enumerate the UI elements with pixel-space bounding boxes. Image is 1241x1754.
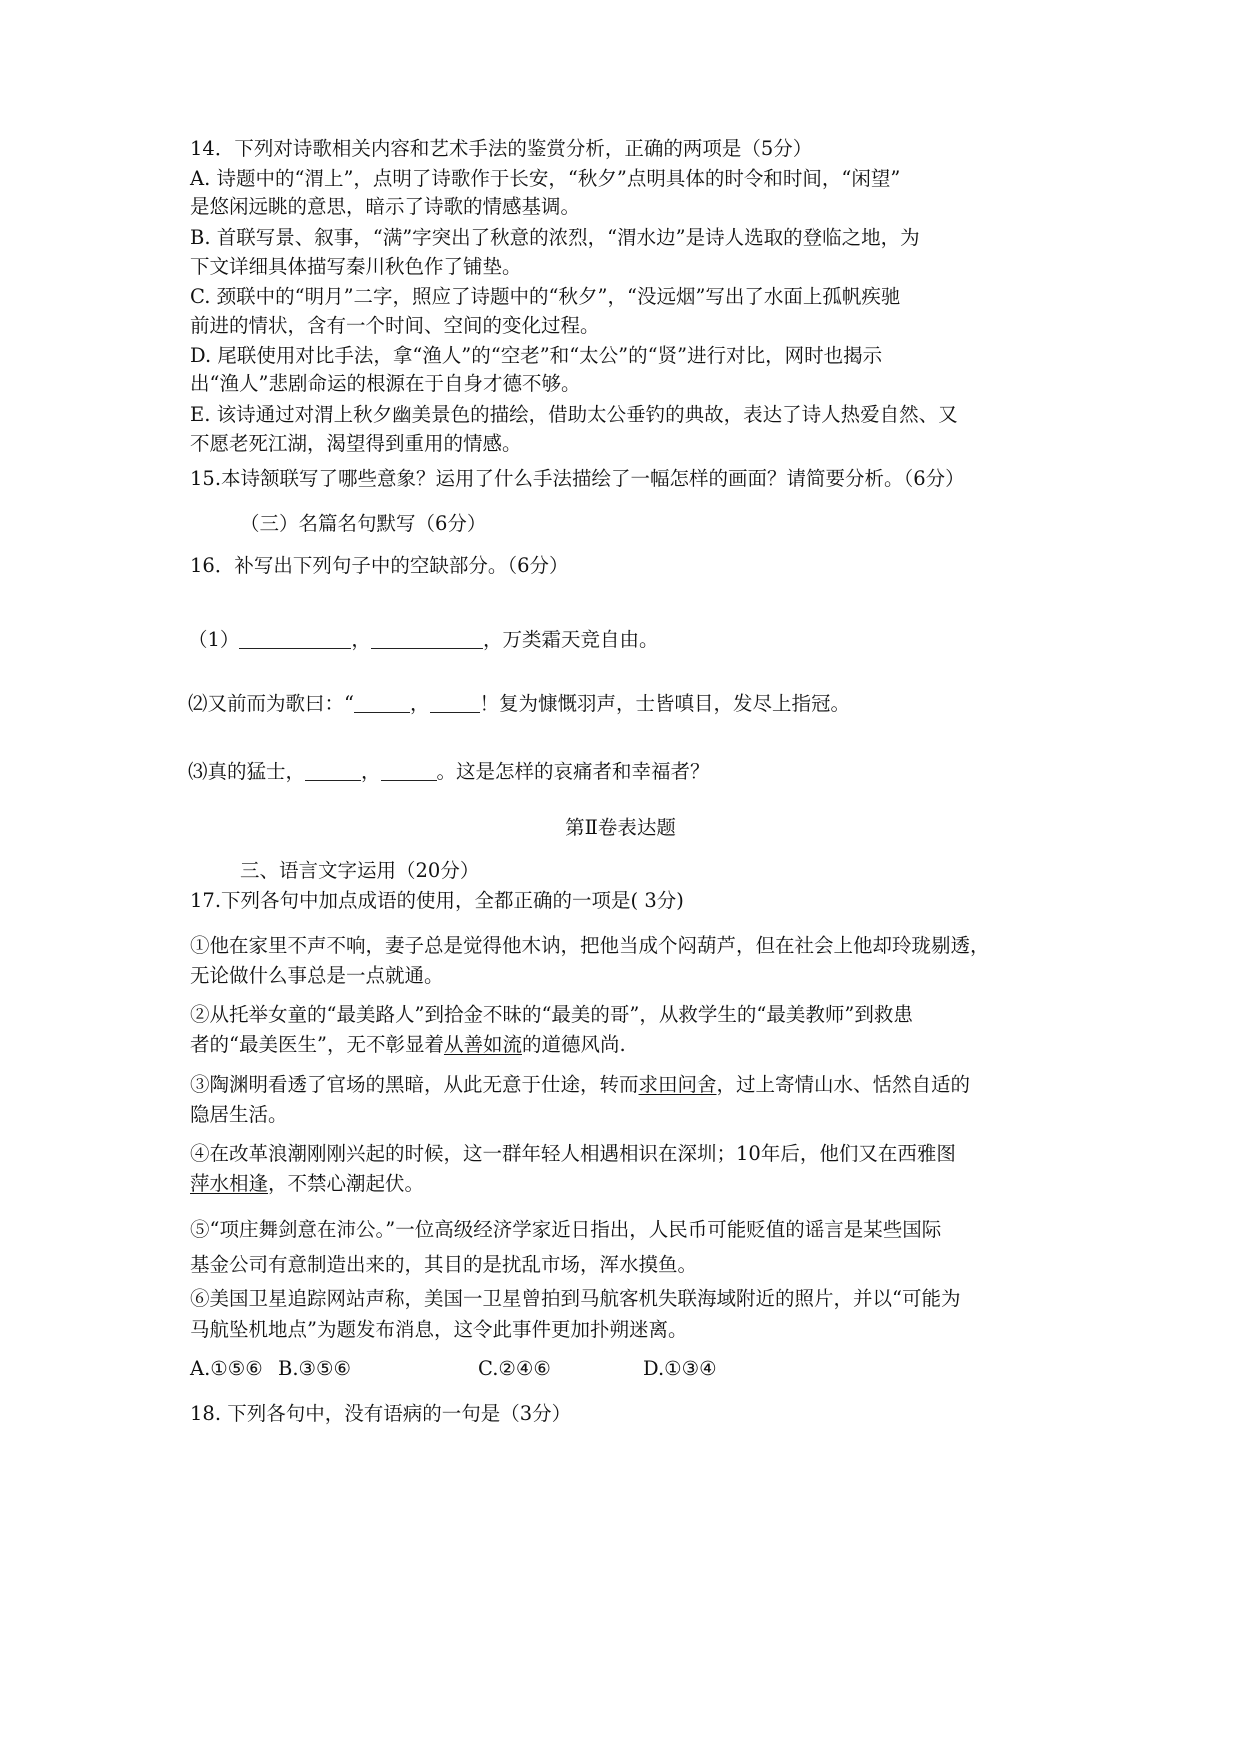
answer-blank[interactable] <box>354 692 410 713</box>
q17-item5-line2: 基金公司有意制造出来的，其目的是扰乱市场，浑水摸鱼。 <box>190 1253 698 1276</box>
text: ③陶渊明看透了官场的黑暗，从此无意于仕途，转而 <box>190 1073 639 1096</box>
q17-item1-line2: 无论做什么事总是一点就通。 <box>190 964 444 987</box>
separator: ， <box>409 692 430 715</box>
q14-option-c-line2: 前进的情状，含有一个时间、空间的变化过程。 <box>190 314 600 337</box>
q14-option-e-line1: E. 该诗通过对渭上秋夕幽美景色的描绘，借助太公垂钓的典故，表达了诗人热爱自然、又 <box>190 403 958 426</box>
q17-item2-line2 <box>190 1031 626 1059</box>
q17-item4-line2 <box>190 1170 424 1198</box>
answer-blank[interactable] <box>371 628 483 649</box>
q17-item6-line1: ⑥美国卫星追踪网站声称，美国一卫星曾拍到马航客机失联海域附近的照片，并以“可能为 <box>190 1287 961 1310</box>
q17-item2-line1: ②从托举女童的“最美路人”到拾金不昧的“最美的哥”，从救学生的“最美教师”到救患 <box>190 1003 913 1026</box>
text: 的道德风尚. <box>521 1033 626 1056</box>
section-heading-language: 三、语言文字运用（20分） <box>240 859 480 882</box>
separator: ， <box>351 628 371 651</box>
q17-item3-line2: 隐居生活。 <box>190 1103 288 1126</box>
q16-sentence-3 <box>188 758 710 786</box>
separator: ， <box>361 760 381 783</box>
q14-option-b-line2: 下文详细具体描写秦川秋色作了铺垫。 <box>190 255 522 278</box>
answer-blank[interactable] <box>381 760 437 781</box>
q17-item1-line1: ①他在家里不声不响，妻子总是觉得他木讷，把他当成个闷葫芦，但在社会上他却玲珑剔透， <box>190 934 990 957</box>
q16-s1-number: （1） <box>188 628 240 651</box>
q16-s2-head: ⑵又前而为歌曰：“ <box>188 692 354 715</box>
choice-c[interactable]: C.②④⑥ <box>478 1357 551 1380</box>
answer-blank[interactable] <box>239 628 351 649</box>
text: ，过上寄情山水、恬然自适的 <box>716 1073 971 1096</box>
q14-option-b-line1: B. 首联写景、叙事，“满”字突出了秋意的浓烈，“渭水边”是诗人选取的登临之地，为 <box>190 226 920 249</box>
answer-blank[interactable] <box>430 692 480 713</box>
q17-item3-line1 <box>190 1071 970 1099</box>
underlined-idiom: 从善如流 <box>443 1033 522 1056</box>
text: ，不禁心潮起伏。 <box>268 1172 425 1195</box>
q16-s3-tail: 。这是怎样的哀痛者和幸福者？ <box>436 760 710 783</box>
q16-sentence-2 <box>188 690 850 718</box>
q14-option-a-line1: A. 诗题中的“渭上”，点明了诗歌作于长安，“秋夕”点明具体的时令和时间，“闲望” <box>190 167 901 190</box>
q16-s2-tail: ！复为慷慨羽声，士皆嗔目，发尽上指冠。 <box>479 692 851 715</box>
q17-answer-choices <box>190 1355 717 1383</box>
answer-blank[interactable] <box>305 760 361 781</box>
part2-title: 第Ⅱ卷表达题 <box>565 816 676 839</box>
q15-stem: 15.本诗颔联写了哪些意象？运用了什么手法描绘了一幅怎样的画面？请简要分析。（6分） <box>190 467 965 490</box>
text: 者的“最美医生”，无不彰显着 <box>190 1033 444 1056</box>
q14-option-e-line2: 不愿老死江湖，渴望得到重用的情感。 <box>190 432 522 455</box>
q17-stem: 17.下列各句中加点成语的使用，全都正确的一项是( 3分) <box>190 889 684 912</box>
choice-a[interactable]: A.①⑤⑥ <box>190 1357 263 1380</box>
q16-s1-tail: ，万类霜天竞自由。 <box>482 628 659 651</box>
q17-item4-line1: ④在改革浪潮刚刚兴起的时候，这一群年轻人相遇相识在深圳；10年后，他们又在西雅图 <box>190 1142 956 1165</box>
q16-s3-head: ⑶真的猛士， <box>188 760 306 783</box>
q17-item5-line1: ⑤“项庄舞剑意在沛公。”一位高级经济学家近日指出，人民币可能贬值的谣言是某些国际 <box>190 1218 942 1241</box>
underlined-idiom: 萍水相逢 <box>190 1172 269 1195</box>
q16-stem: 16．补写出下列句子中的空缺部分。（6分） <box>190 554 569 577</box>
choice-d[interactable]: D.①③④ <box>643 1357 717 1380</box>
choice-b[interactable]: B.③⑤⑥ <box>278 1357 351 1380</box>
underlined-idiom: 求田问舍 <box>638 1073 717 1096</box>
q17-item6-line2: 马航坠机地点”为题发布消息，这令此事件更加扑朔迷离。 <box>190 1318 688 1341</box>
q18-stem: 18. 下列各句中，没有语病的一句是（3分） <box>190 1402 572 1425</box>
q14-stem: 14．下列对诗歌相关内容和艺术手法的鉴赏分析，正确的两项是（5分） <box>190 137 813 160</box>
q14-option-d-line1: D. 尾联使用对比手法，拿“渔人”的“空老”和“太公”的“贤”进行对比，网时也揭示 <box>190 344 883 367</box>
q14-option-d-line2: 出“渔人”悲剧命运的根源在于自身才德不够。 <box>190 372 581 395</box>
q16-sentence-1 <box>188 626 658 654</box>
q14-option-c-line1: C. 颈联中的“明月”二字，照应了诗题中的“秋夕”，“没远烟”写出了水面上孤帆疾驰 <box>190 285 901 308</box>
section-heading-recitation: （三）名篇名句默写（6分） <box>240 512 487 535</box>
q14-option-a-line2: 是悠闲远眺的意思，暗示了诗歌的情感基调。 <box>190 195 581 218</box>
